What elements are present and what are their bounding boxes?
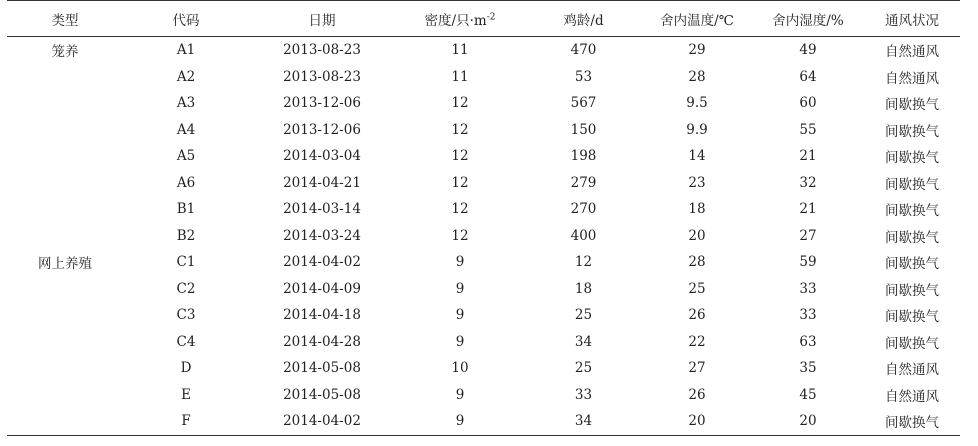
- cell-temp: 22: [688, 333, 706, 350]
- cell-humidity: 32: [799, 174, 817, 191]
- cell-age: 150: [570, 121, 597, 138]
- cell-date: 2014-04-28: [283, 333, 361, 350]
- cell-code: C2: [176, 280, 196, 297]
- cell-humidity: 63: [799, 333, 817, 350]
- cell-date: 2014-04-02: [283, 254, 361, 271]
- cell-density: 9: [455, 254, 465, 271]
- cell-temp: 9.5: [686, 95, 708, 112]
- cell-type: 网上养殖: [38, 256, 92, 273]
- cell-type: [7, 196, 123, 223]
- cell-code: B2: [176, 227, 196, 244]
- cell-humidity: 27: [799, 227, 817, 244]
- cell-age: 34: [574, 333, 593, 350]
- cell-temp: 25: [688, 280, 706, 297]
- cell-date: 2014-04-18: [283, 307, 361, 324]
- table-row: [7, 355, 960, 382]
- cell-type: [7, 355, 123, 382]
- cell-humidity: 45: [799, 386, 817, 403]
- cell-temp: 20: [688, 227, 706, 244]
- cell-density: 9: [455, 307, 465, 324]
- cell-density: 12: [451, 201, 469, 218]
- cell-ventilation: 间歇换气: [885, 309, 939, 326]
- col-header-temp: 舍内温度/℃: [660, 12, 734, 29]
- cell-humidity: 35: [799, 360, 817, 377]
- cell-ventilation: 间歇换气: [885, 150, 939, 167]
- cell-temp: 26: [688, 307, 706, 324]
- cell-date: 2014-05-08: [283, 386, 361, 403]
- cell-temp: 26: [688, 386, 706, 403]
- cell-temp: 28: [688, 68, 706, 85]
- cell-humidity: 49: [799, 42, 817, 59]
- cell-code: E: [181, 386, 191, 403]
- table-row: [7, 408, 960, 435]
- cell-temp: 28: [688, 254, 706, 271]
- cell-date: 2013-12-06: [283, 95, 361, 112]
- cell-density: 12: [451, 227, 469, 244]
- cell-age: 198: [570, 148, 597, 165]
- cell-ventilation: 自然通风: [885, 388, 939, 405]
- cell-age: 279: [570, 174, 597, 191]
- cell-date: 2014-03-04: [283, 148, 361, 165]
- cell-age: 12: [574, 254, 593, 271]
- cell-density: 10: [451, 360, 469, 377]
- header-row: [7, 1, 960, 37]
- cell-date: 2014-05-08: [283, 360, 361, 377]
- cell-temp: 18: [688, 201, 706, 218]
- table-body: [7, 37, 960, 436]
- cell-humidity: 55: [799, 121, 817, 138]
- table-row: [7, 37, 960, 64]
- cell-density: 12: [451, 95, 469, 112]
- cell-density: 9: [455, 386, 465, 403]
- cell-date: 2013-08-23: [283, 68, 361, 85]
- cell-type: [7, 408, 123, 435]
- table-row: [7, 382, 960, 409]
- cell-humidity: 59: [799, 254, 817, 271]
- cell-ventilation: 间歇换气: [885, 229, 939, 246]
- table-row: [7, 329, 960, 356]
- cell-density: 11: [451, 68, 469, 85]
- cell-date: 2013-12-06: [283, 121, 361, 138]
- cell-type: [7, 170, 123, 197]
- cell-age: 34: [574, 413, 593, 430]
- cell-code: A4: [176, 121, 196, 138]
- cell-ventilation: 间歇换气: [885, 97, 939, 114]
- cell-age: 25: [574, 360, 593, 377]
- cell-temp: 29: [688, 42, 706, 59]
- cell-density: 9: [455, 280, 465, 297]
- cell-density: 12: [451, 174, 469, 191]
- cell-ventilation: 间歇换气: [885, 203, 939, 220]
- cell-density: 11: [451, 42, 469, 59]
- table-row: [7, 117, 960, 144]
- cell-ventilation: 自然通风: [885, 44, 939, 61]
- table-row: [7, 90, 960, 117]
- cell-code: C3: [176, 307, 196, 324]
- cell-humidity: 20: [799, 413, 817, 430]
- col-header-age: 鸡龄/d: [563, 12, 604, 29]
- col-header-humidity: 舍内湿度/%: [772, 12, 844, 29]
- cell-code: A6: [176, 174, 196, 191]
- cell-humidity: 60: [799, 95, 817, 112]
- cell-ventilation: 间歇换气: [885, 176, 939, 193]
- col-header-ventilation: 通风状况: [885, 12, 939, 29]
- cell-code: B1: [176, 201, 196, 218]
- cell-code: C4: [176, 333, 196, 350]
- cell-humidity: 64: [799, 68, 817, 85]
- cell-density: 12: [451, 148, 469, 165]
- cell-code: C1: [176, 254, 196, 271]
- cell-temp: 9.9: [686, 121, 708, 138]
- poultry-house-table: [7, 0, 960, 436]
- cell-age: 18: [574, 280, 593, 297]
- cell-type: [7, 117, 123, 144]
- data-table-container: [7, 0, 960, 436]
- cell-type: [7, 64, 123, 91]
- cell-temp: 20: [688, 413, 706, 430]
- cell-ventilation: 间歇换气: [885, 415, 939, 432]
- cell-date: 2013-08-23: [283, 42, 361, 59]
- table-row: [7, 249, 960, 276]
- cell-age: 53: [574, 68, 593, 85]
- cell-type: [7, 329, 123, 356]
- cell-type: [7, 382, 123, 409]
- table-row: [7, 170, 960, 197]
- table-row: [7, 64, 960, 91]
- col-header-density-sup: -2: [486, 12, 496, 22]
- cell-ventilation: 自然通风: [885, 362, 939, 379]
- cell-ventilation: 间歇换气: [885, 256, 939, 273]
- cell-code: D: [180, 360, 192, 377]
- cell-age: 400: [570, 227, 597, 244]
- cell-ventilation: 自然通风: [885, 70, 939, 87]
- cell-age: 270: [570, 201, 597, 218]
- cell-date: 2014-03-24: [283, 227, 361, 244]
- cell-temp: 14: [688, 148, 706, 165]
- cell-type: [7, 143, 123, 170]
- cell-ventilation: 间歇换气: [885, 282, 939, 299]
- cell-age: 470: [570, 42, 597, 59]
- cell-code: F: [181, 413, 191, 430]
- cell-humidity: 21: [799, 148, 817, 165]
- table-row: [7, 143, 960, 170]
- cell-date: 2014-04-09: [283, 280, 361, 297]
- cell-type: 笼养: [51, 44, 79, 61]
- cell-humidity: 33: [799, 280, 817, 297]
- table-header: [7, 1, 960, 37]
- cell-code: A5: [176, 148, 196, 165]
- cell-type: [7, 223, 123, 250]
- table-row: [7, 302, 960, 329]
- col-header-date: 日期: [308, 12, 336, 29]
- cell-code: A1: [176, 42, 196, 59]
- cell-ventilation: 间歇换气: [885, 335, 939, 352]
- cell-humidity: 21: [799, 201, 817, 218]
- cell-age: 33: [574, 386, 593, 403]
- col-header-density-text: 密度/只·m: [424, 12, 487, 29]
- cell-density: 12: [451, 121, 469, 138]
- cell-code: A2: [176, 68, 196, 85]
- cell-age: 25: [574, 307, 593, 324]
- cell-type: [7, 90, 123, 117]
- cell-date: 2014-04-21: [283, 174, 361, 191]
- cell-code: A3: [176, 95, 196, 112]
- cell-temp: 23: [688, 174, 706, 191]
- cell-date: 2014-04-02: [283, 413, 361, 430]
- col-header-density: [395, 1, 525, 37]
- cell-temp: 27: [688, 360, 706, 377]
- cell-age: 567: [570, 95, 597, 112]
- cell-density: 9: [455, 333, 465, 350]
- col-header-code: 代码: [172, 12, 200, 29]
- table-row: [7, 196, 960, 223]
- cell-density: 9: [455, 413, 465, 430]
- cell-humidity: 33: [799, 307, 817, 324]
- table-row: [7, 276, 960, 303]
- col-header-type: 类型: [51, 12, 79, 29]
- table-row: [7, 223, 960, 250]
- cell-ventilation: 间歇换气: [885, 123, 939, 140]
- cell-date: 2014-03-14: [283, 201, 361, 218]
- cell-type: [7, 302, 123, 329]
- cell-type: [7, 276, 123, 303]
